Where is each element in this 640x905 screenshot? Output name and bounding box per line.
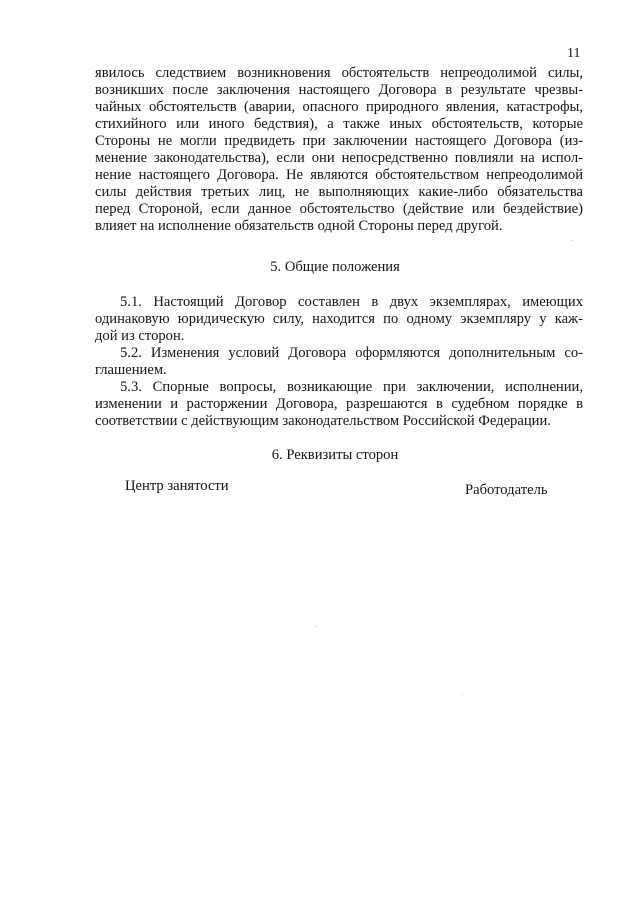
signatory-employer: Работодатель (465, 482, 548, 498)
scan-speck (572, 240, 573, 241)
text-line: 5.3. Спорные вопросы, возникающие при заключении, исполнении, (120, 379, 583, 395)
text-line: нение настоящего Договора. Не являются обстоятельством непреодолимой (95, 167, 583, 183)
text-line: силы действия третьих лиц, не выполняющих какие-либо обязательства (95, 184, 583, 200)
text-line: менение законодательства), если они непосредственно повлияли на испол- (95, 150, 583, 166)
text-line: изменении и расторжении Договора, разрешаются в судебном порядке в (95, 396, 583, 412)
text-line: перед Стороной, если данное обстоятельство (действие или бездействие) (95, 201, 583, 217)
text-line: одинаковую юридическую силу, находится по одному экземпляру у каж- (95, 311, 583, 327)
text-line: 5.1. Настоящий Договор составлен в двух экземплярах, имеющих (120, 294, 583, 310)
section-heading-requisites: 6. Реквизиты сторон (271, 447, 399, 463)
text-line: соответствии с действующим законодательством Российской Федерации. (95, 413, 551, 429)
text-line: возникших после заключения настоящего Договора в результате чрезвы- (95, 82, 583, 98)
text-line: чайных обстоятельств (аварии, опасного природного явления, катастрофы, (95, 99, 583, 115)
page-number: 11 (567, 46, 581, 61)
signatory-employment-center: Центр занятости (125, 478, 229, 494)
text-line: стихийного или иного бедствия), а также иных обстоятельств, которые (95, 116, 583, 132)
text-line: явилось следствием возникновения обстоятельств непреодолимой силы, (95, 65, 583, 81)
scan-speck (316, 626, 317, 627)
scan-speck (462, 694, 463, 695)
text-line: Стороны не могли предвидеть при заключении настоящего Договора (из- (95, 133, 583, 149)
section-heading-general: 5. Общие положения (270, 259, 400, 275)
text-line: 5.2. Изменения условий Договора оформляются дополнительным со- (120, 345, 583, 361)
text-line: влияет на исполнение обязательств одной Стороны перед другой. (95, 218, 503, 234)
text-line: дой из сторон. (95, 328, 185, 344)
text-line: глашением. (95, 362, 167, 378)
